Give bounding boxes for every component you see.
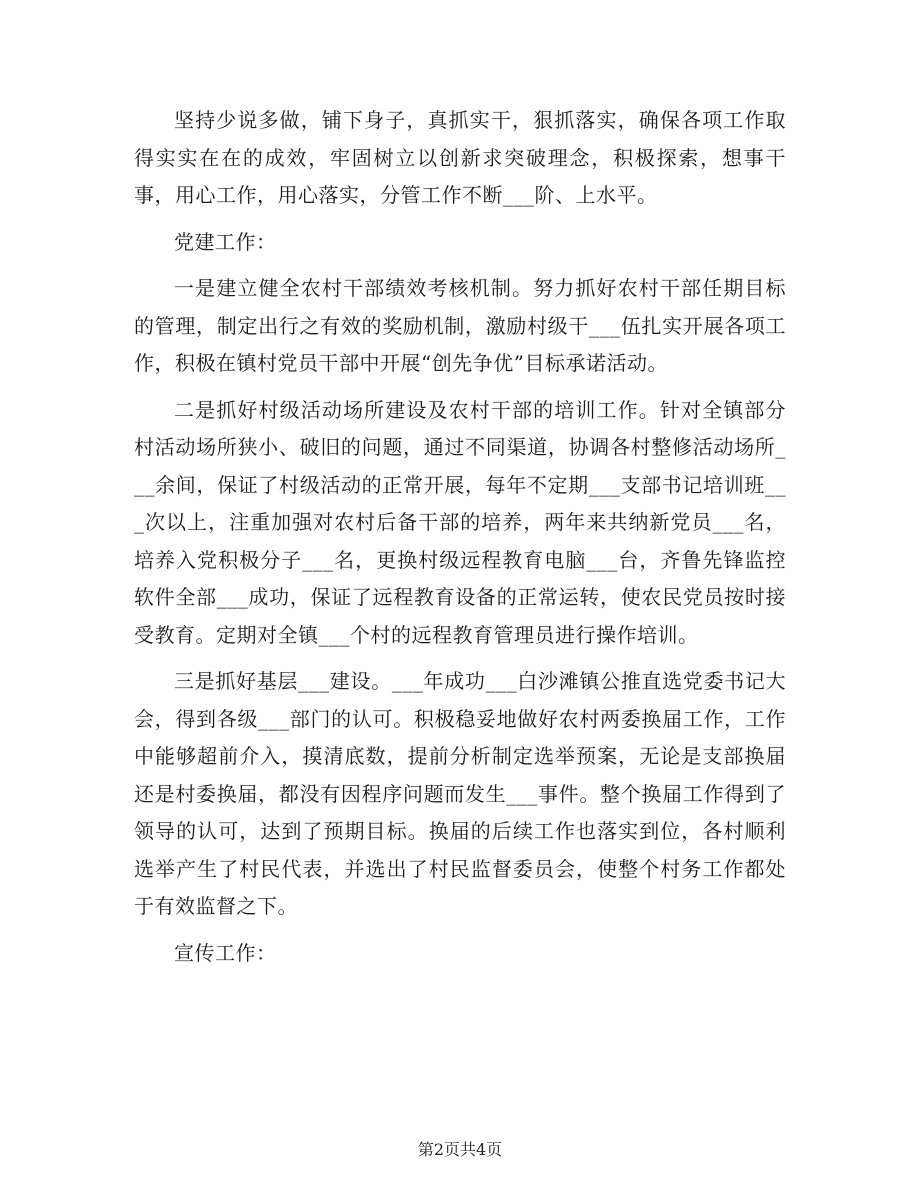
paragraph-item-three: 三是抓好基层___建设。___年成功___白沙滩镇公推直选党委书记大会，得到各级___部门的认可。积极稳妥地做好农村两委换届工作，工作中能够超前介入，摸清底数，提前分析制定选举预案，无论是支部换届还是村委换届，都没有因程序问题而发生___事件。整个换届工作得到了领导的认可，达到了预期目标。换届的后续工作也落实到位，各村顺利选举产生了村民代表，并选出了村民监督委员会，使整个村务工作都处于有效监督之下。 bbox=[134, 669, 786, 918]
section-heading-party-building: 党建工作： bbox=[174, 229, 277, 254]
paragraph-intro: 坚持少说多做，铺下身子，真抓实干，狠抓落实，确保各项工作取得实实在在的成效，牢固树立以创新求突破理念，积极探索，想事干事，用心工作，用心落实，分管工作不断___阶、上水平。 bbox=[134, 108, 786, 207]
document-body bbox=[134, 102, 786, 981]
paragraph-item-one: 一是建立健全农村干部绩效考核机制。努力抓好农村干部任期目标的管理，制定出行之有效的奖励机制，激励村级干___伍扎实开展各项工作，积极在镇村党员干部中开展“创先争优”目标承诺活动。 bbox=[134, 276, 786, 375]
section-heading-publicity: 宣传工作： bbox=[174, 940, 277, 965]
paragraph-item-two: 二是抓好村级活动场所建设及农村干部的培训工作。针对全镇部分村活动场所狭小、破旧的问题，通过不同渠道，协调各村整修活动场所___余间，保证了村级活动的正常开展，每年不定期___支部书记培训班___次以上，注重加强对农村后备干部的培养，两年来共纳新党员___名，培养入党积极分子___名，更换村级远程教育电脑___台，齐鲁先锋监控软件全部___成功，保证了远程教育设备的正常运转，使农民党员按时接受教育。定期对全镇___个村的远程教育管理员进行操作培训。 bbox=[134, 397, 786, 647]
page-number-footer: 第2页共4页 bbox=[417, 1140, 503, 1159]
